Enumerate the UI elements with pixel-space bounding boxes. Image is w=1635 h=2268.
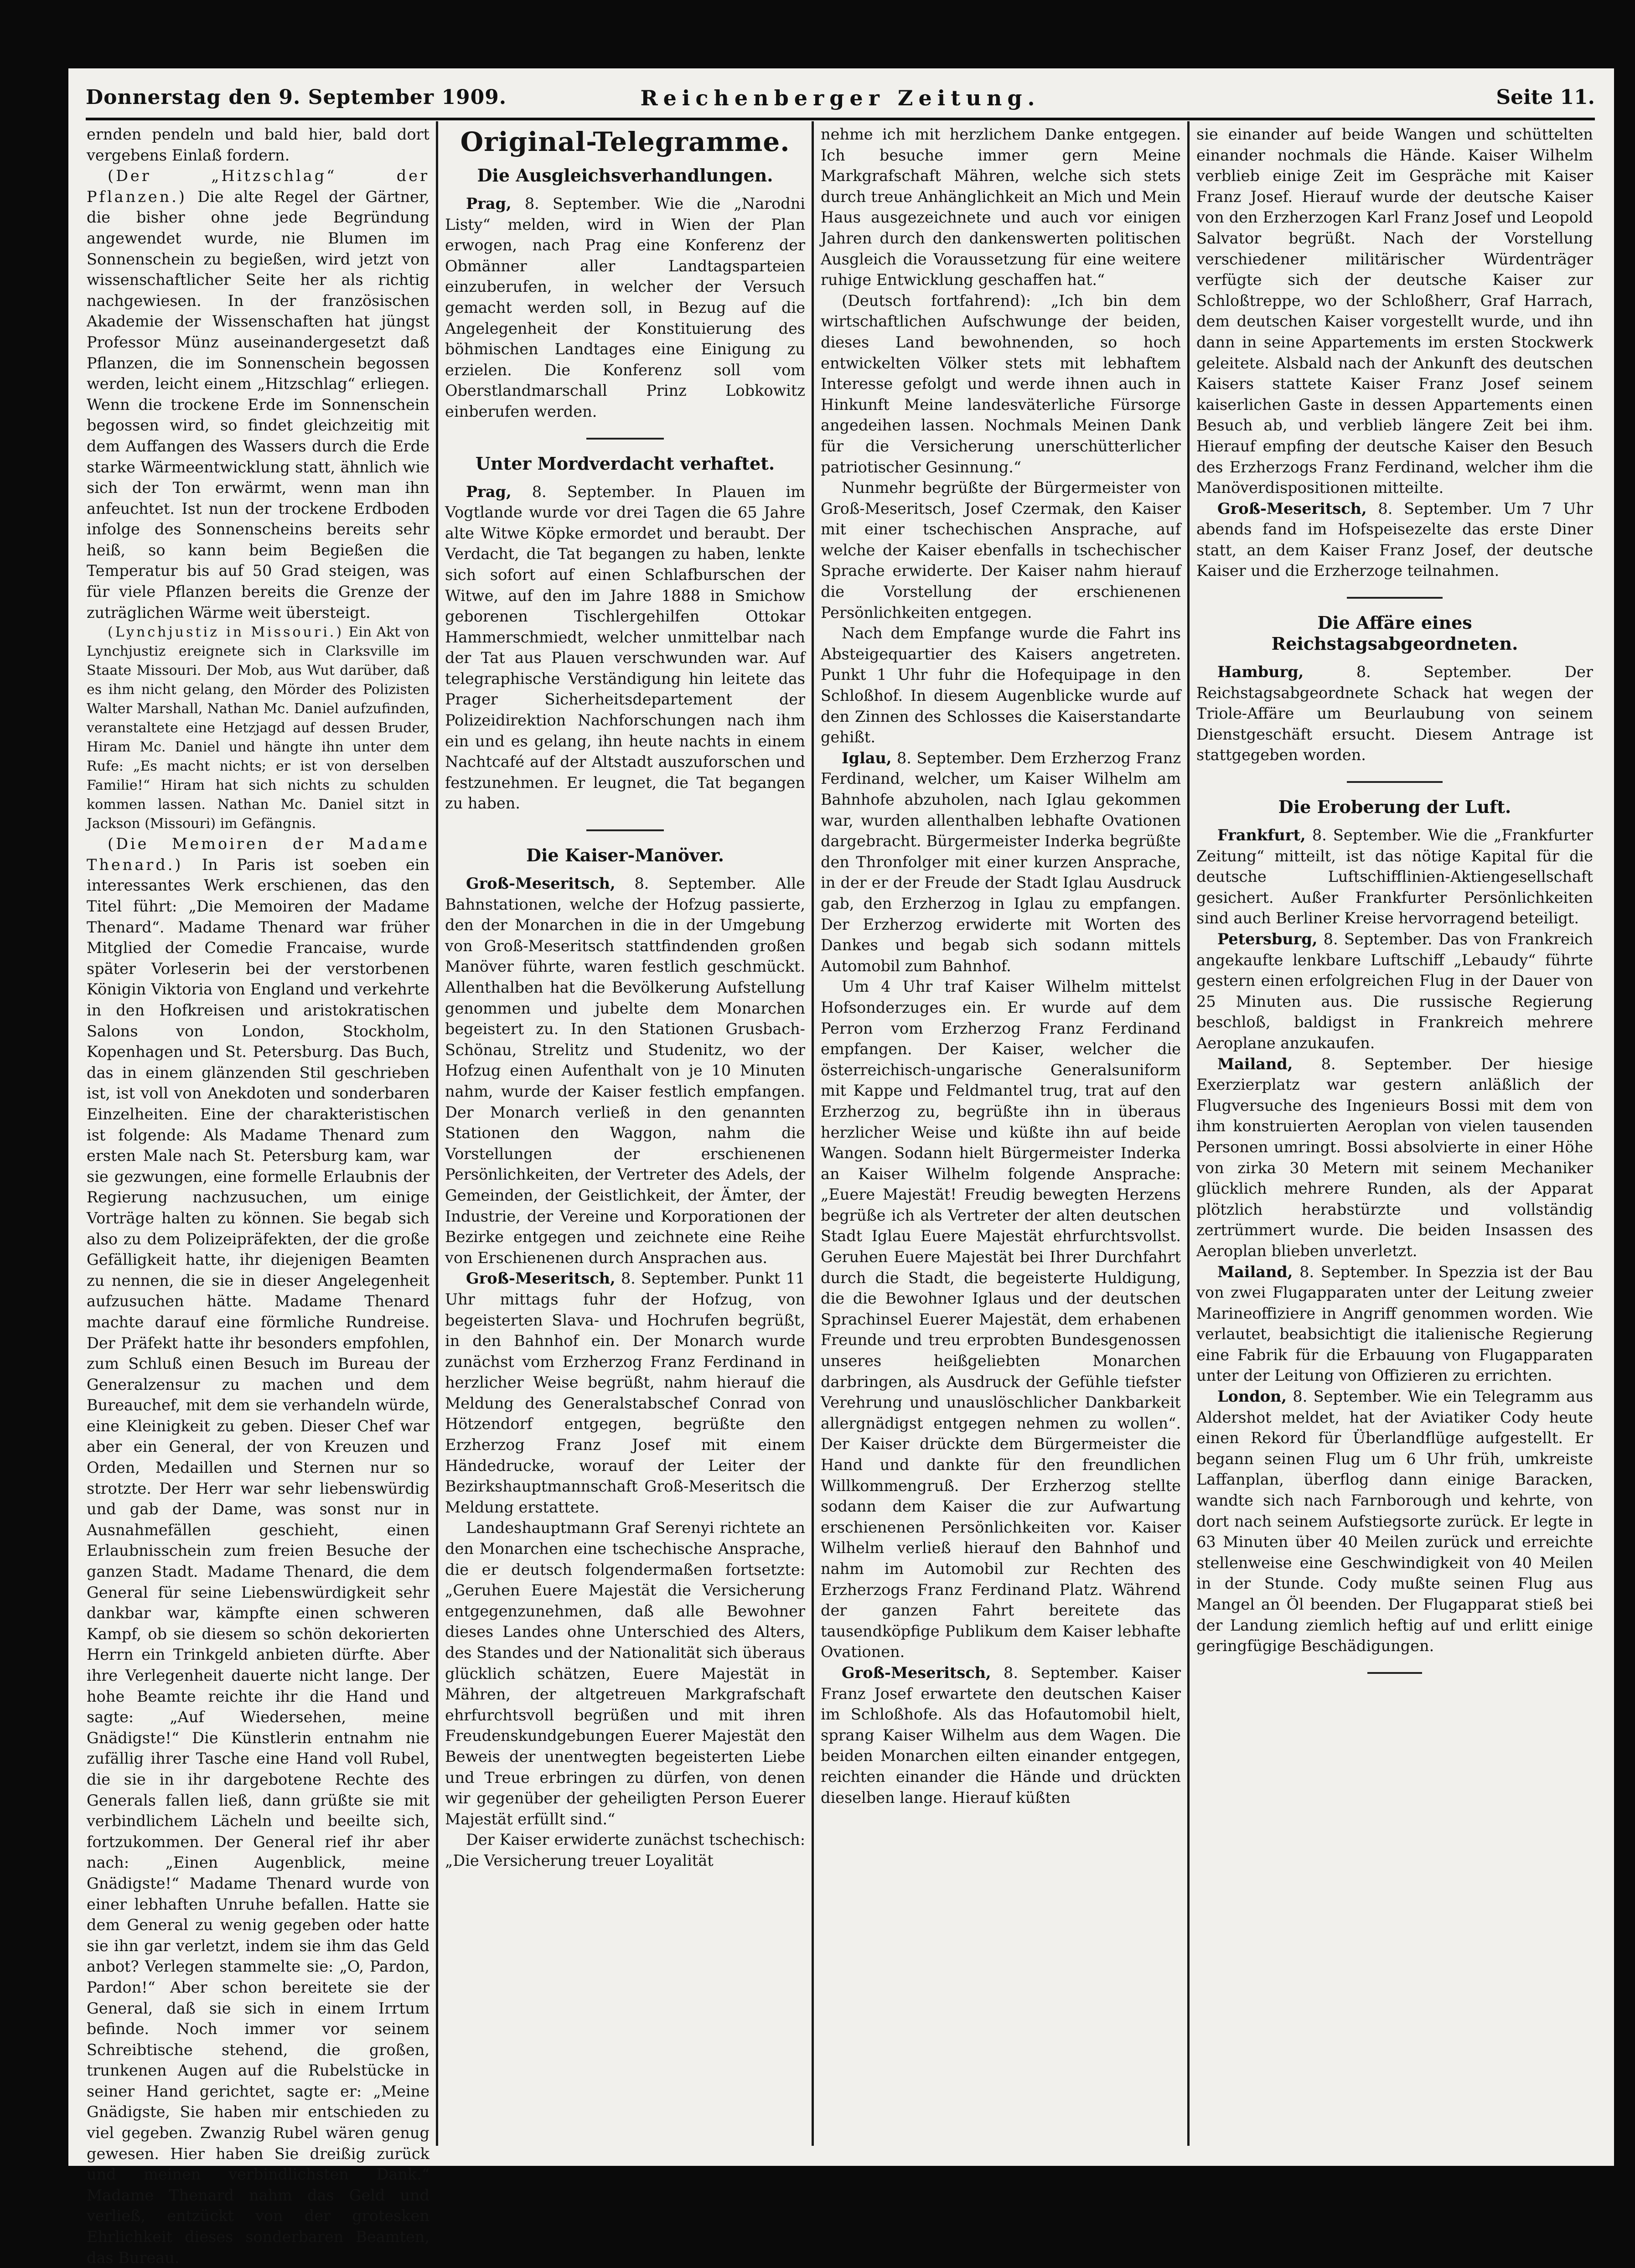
- newspaper-title: Reichenberger Zeitung.: [640, 86, 1040, 110]
- header-rule: [86, 118, 1595, 120]
- article-manoever-1: [445, 873, 805, 1268]
- article-manoever-buergermeister: Nunmehr begrüßte der Bürgermeister von Groß-Meseritsch, Josef Czermak, den Kaiser mit einer tschechischen Ansprache, auf welche der Kaiser ebenfalls in tschechischer Sprache erwiderte. Der Kaiser nahm hierauf die Vorstellung der erschienenen Persönlichkeiten entgegen.: [821, 479, 1181, 621]
- article-manoever-3: Landeshauptmann Graf Serenyi richtete an den Monarchen eine tschechische Ansprache, die er deutsch folgendermaßen fortsetzte: „Geruhen Euere Majestät die Versicherung entgegenzunehmen, daß alle Bewohner dieses Landes ohne Unterschied des Alters, des Standes und der Nationalität sich überaus glücklich schätzen, Euere Majestät in Mähren, der altgetreuen Markgrafschaft ehrfurchtsvoll begrüßen und mit ihren Freudenskundgebungen Euerer Majestät den Beweis der unentwegten begeisterten Liebe und Treue erbringen zu dürfen, von denen wir gegenüber der geheiligten Person Euerer Majestät erfüllt sind.“: [445, 1519, 805, 1828]
- article-iglau-text: 8. September. Dem Erzherzog Franz Ferdinand, welcher, um Kaiser Wilhelm am Bahnhofe abzuholen, nach Iglau gekommen war, wurden allenthalben lebhafte Ovationen dargebracht. Bürgermeister Inderka begrüßte den Thronfolger mit einer kurzen Ansprache, in der er der Freude der Stadt Iglau Ausdruck gab, den Erzherzog in Iglau zu empfangen. Der Erzherzog erwiderte mit Worten des Dankes und begab sich sodann mittels Automobil zum Bahnhof.: [821, 749, 1181, 975]
- dateline: Iglau,: [842, 749, 892, 767]
- article-manoever-diner: [1196, 498, 1593, 581]
- article-manoever-continued: nehme ich mit herzlichem Danke entgegen. Ich besuche immer gern Meine Markgrafschaft Mähren, welche sich stets durch treue Anhänglichkeit an Mich und Mein Haus ausgezeichnete und auch vor einigen Jahren durch den dankenswerten politischen Ausgleich die Voraussetzung für eine weitere ruhige Entwicklung geschaffen hat.“: [821, 125, 1181, 289]
- dateline: Prag,: [466, 482, 512, 501]
- article-mailand-2-text: 8. September. In Spezzia ist der Bau von zwei Flugapparaten unter der Leitung zweier Marineoffiziere in Angriff genommen worden. Wie verlautet, beabsichtigt die italienische Regierung eine Fabrik für die Erbauung von Flugapparaten unter der Leitung von Offizieren zu errichten.: [1196, 1263, 1593, 1385]
- headline-ausgleichsverhandlungen: Die Ausgleichsverhandlungen.: [477, 165, 773, 186]
- column-rule-1: [436, 121, 438, 2146]
- dateline: Hamburg,: [1217, 663, 1304, 681]
- article-frankfurt-text: 8. September. Wie die „Frankfurter Zeitung“ mitteilt, ist das nötige Kapital für die deutsche Luftschifflinien-Aktiengesellschaft gesichert. Außer Frankfurter Persönlichkeiten sind auch Berliner Kreise hervorragend beteiligt.: [1196, 826, 1593, 927]
- article-manoever-2: [445, 1268, 805, 1517]
- article-manoever-2-text: 8. September. Punkt 11 Uhr mittags fuhr der Hofzug, von begeisterten Slava- und Hochrufen begrüßt, in den Bahnhof ein. Der Monarch wurde zunächst vom Erzherzog Franz Ferdinand in herzlicher Weise begrüßt, nahm hierauf die Meldung des Generalstabschef Conrad von Hötzendorf entgegen, begrüßte den Erzherzog Franz Josef mit einem Händedrucke, worauf der Leiter der Bezirkshauptmannschaft Groß-Meseritsch die Meldung erstattete.: [445, 1269, 805, 1516]
- article-manoever-deutsch: (Deutsch fortfahrend): „Ich bin dem wirtschaftlichen Aufschwunge der beiden, dieses Land bewohnenden, so hoch entwickelten Völker stets mit lebhaftem Interesse gefolgt und werde ihnen auch in Hinkunft Meine landesväterliche Fürsorge angedeihen lassen. Nochmals Meinen Dank für die Versicherung unerschütterlicher patriotischer Gesinnung.“: [821, 291, 1181, 476]
- dateline: London,: [1217, 1388, 1287, 1406]
- article-memoiren: [87, 834, 429, 2268]
- article-manoever-schlosshof-text: 8. September. Kaiser Franz Josef erwartete den deutschen Kaiser im Schloßhofe. Als das Hofautomobil hielt, sprang Kaiser Wilhelm aus dem Wagen. Die beiden Monarchen eilten einander entgegen, reichten einander die Hände und drückten dieselben lange. Hierauf küßten: [821, 1663, 1181, 1807]
- dateline: Mailand,: [1217, 1055, 1293, 1073]
- article-ausgleich-text: 8. September. Wie die „Narodni Listy“ melden, wird in Wien der Plan erwogen, nach Prag eine Konferenz der Obmänner aller Landtagsparteien einzuberufen, in welcher der Versuch gemacht werden soll, in Bezug auf die Angelegenheit der Konstituierung des böhmischen Landtages eine Einigung zu erzielen. Die Konferenz soll vom Oberstlandmarschall Prinz Lobkowitz einberufen werden.: [445, 195, 805, 420]
- page-number: Seite 11.: [1496, 86, 1595, 109]
- column-rule-3: [1187, 121, 1190, 2146]
- dateline: Petersburg,: [1217, 930, 1318, 948]
- article-affaere: [1196, 662, 1593, 766]
- dateline: Groß-Meseritsch,: [1217, 499, 1367, 518]
- article-manoever-4: Der Kaiser erwiderte zunächst tschechisch: „Die Versicherung treuer Loyalität: [445, 1831, 805, 1869]
- separator: [586, 829, 664, 831]
- article-petersburg: [1196, 929, 1593, 1054]
- separator: [1347, 781, 1443, 783]
- dateline: Frankfurt,: [1217, 826, 1306, 844]
- section-title: Original-Telegramme.: [460, 126, 790, 157]
- newspaper-page: [68, 68, 1614, 2267]
- header-date: Donnerstag den 9. September 1909.: [86, 86, 507, 109]
- dateline: Groß-Meseritsch,: [842, 1663, 991, 1682]
- article-london: [1196, 1386, 1593, 1657]
- column-4: [1196, 124, 1593, 2149]
- column-rule-2: [812, 121, 814, 2146]
- article-kaiser-wilhelm: Um 4 Uhr traf Kaiser Wilhelm mittelst Hofsonderzuges ein. Er wurde auf dem Perron vom Erzherzog Franz Ferdinand empfangen. Der Kaiser, welcher die österreichisch-ungarische Generalsuniform mit Kappe und Feldmantel trug, trat auf den Erzherzog zu, begrüßte ihn in überaus herzlicher Weise und küßte ihn auf beide Wangen. Sodann hielt Bürgermeister Inderka an Kaiser Wilhelm folgende Ansprache: „Euere Majestät! Freudig bewegten Herzens begrüße ich als Vertreter der alten deutschen Stadt Iglau Euere Majestät ehrfurchtsvollst. Geruhen Euere Majestät bei Ihrer Durchfahrt durch die Stadt, die begeisterte Huldigung, die die Bewohner Iglaus und der deutschen Sprachinsel Euerer Majestät, dem erhabenen Freunde und treu erprobten Bundesgenossen unseres heißgeliebten Monarchen darbringen, als Ausdruck der Gefühle tiefster Verehrung und unauslöschlicher Dankbarkeit allergnädigst entgegen nehmen zu wollen“. Der Kaiser drückte dem Bürgermeister die Hand und dankte für den freundlichen Willkommengruß. Der Erzherzog stellte sodann dem Kaiser die zur Aufwartung erschienenen Persönlichkeiten vor. Kaiser Wilhelm verließ hierauf den Bahnhof und nahm im Automobil zur Rechten des Erzherzogs Franz Ferdinand Platz. Während der ganzen Fahrt bereitete das tausendköpfige Publikum dem Kaiser lebhafte Ovationen.: [821, 978, 1181, 1661]
- article-affaere-text: 8. September. Der Reichstagsabgeordnete Schack hat wegen der Triole-Affäre um Beurlaubung von seinem Dienstgeschäft ersucht. Diesem Antrage ist stattgegeben worden.: [1196, 663, 1593, 764]
- column-3: [821, 124, 1181, 2149]
- headline-affaere: Die Affäre eines Reichstagsabgeordneten.: [1271, 612, 1518, 654]
- article-manoever-schlosshof: [821, 1662, 1181, 1808]
- article-pflanzen: [87, 166, 429, 623]
- article-mailand-1: [1196, 1054, 1593, 1262]
- article-memoiren-text: In Paris ist soeben ein interessantes Werk erschienen, das den Titel führt: „Die Memoiren der Madame Thenard“. Madame Thenard war früher Mitglied der Comedie Francaise, wurde später Vorleserin bei der verstorbenen Königin Viktoria von England und verkehrte in den Hofkreisen und aristokratischen Salons von London, Stockholm, Kopenhagen und St. Petersburg. Das Buch, das in einem glänzenden Stil geschrieben ist, ist voll von Anekdoten und sonderbaren Einzelheiten. Eine der charakteristischen ist folgende: Als Madame Thenard zum ersten Male nach St. Petersburg kam, war sie gezwungen, eine formelle Erlaubnis der Regierung nachzusuchen, um einige Vorträge halten zu können. Sie begab sich also zu dem Polizeipräfekten, der die große Gefälligkeit hatte, ihr diejenigen Beamten zu nennen, die sie in dieser Angelegenheit aufzusuchen hätte. Madame Thenard machte darauf eine förmliche Rundreise. Der Präfekt hatte ihr besonders empfohlen, zum Schluß einen Besuch im Bureau der Generalzensur zu machen und dem Bureauchef, mit dem sie verhandeln würde, eine Kleinigkeit zu geben. Dieser Chef war aber ein General, der von Kreuzen und Orden, Medaillen und Sternen nur so strotzte. Der Herr war sehr liebenswürdig und gab der Dame, was sonst nur in Ausnahmefällen geschieht, einen Erlaubnisschein zum freien Besuche der ganzen Stadt. Madame Thenard, die dem General für seine Liebenswürdigkeit sehr dankbar war, kämpfte einen schweren Kampf, ob sie diesem so schön dekorierten Herrn ein Trinkgeld anbieten dürfte. Aber ihre Verlegenheit dauerte nicht lange. Der hohe Beamte reichte ihr die Hand und sagte: „Auf Wiedersehen, meine Gnädigste!“ Die Künstlerin entnahm nie zufällig ihrer Tasche eine Hand voll Rubel, die sie in ihr dargebotene Rechte des Generals fallen ließ, dann grüßte sie mit verbindlichem Lächeln und beeilte sich, fortzukommen. Der General rief ihr aber nach: „Einen Augenblick, meine Gnädigste!“ Madame Thenard wurde von einer lebhaften Unruhe befallen. Hatte sie dem General zu wenig gegeben oder hatte sie ihn gar verletzt, indem sie ihm das Geld anbot? Verlegen stammelte sie: „O, Pardon, Pardon!“ Aber schon bereitete sie der General, daß sie sich in einem Irrtum befinde. Noch immer vor seinem Schreibtische stehend, die großen, trunkenen Augen auf die Rubelstücke in seiner Hand gerichtet, sagte er: „Meine Gnädigste, Sie haben mir entschieden zu viel gegeben. Zwanzig Rubel wären genug gewesen. Hier haben Sie dreißig zurück und meinen verbindlichsten Dank.“ Madame Thenard nahm das Geld und verließ, entzückt von der grotesken Ehrlichkeit dieses sonderbaren Beamten, das Bureau.: [87, 855, 429, 2267]
- article-manoever-1-text: 8. September. Alle Bahnstationen, welche der Hofzug passierte, den der Monarchen in die in der Umgebung von Groß-Meseritsch stattfindenden großen Manöver führte, waren festlich geschmückt. Allenthalben hat die Bevölkerung Aufstellung genommen und jubelte dem Monarchen begeistert zu. In den Stationen Grusbach-Schönau, Strelitz und Studenitz, wo der Hofzug einen Aufenthalt von je 10 Minuten nahm, wurde der Kaiser festlich empfangen. Der Monarch verließ in den genannten Stationen den Waggon, nahm die Vorstellungen der erschienenen Persönlichkeiten, der Vertreter des Adels, der Gemeinden, der Geistlichkeit, der Ämter, der Industrie, der Vereine und Korporationen der Bezirke entgegen und zeichnete eine Reihe von Erschienenen durch Ansprachen aus.: [445, 875, 805, 1267]
- article-manoever-end: sie einander auf beide Wangen und schüttelten einander nochmals die Hände. Kaiser Wilhelm verblieb einige Zeit im Gespräche mit Kaiser Franz Josef. Hierauf wurde der deutsche Kaiser von den Erzherzogen Karl Franz Josef und Leopold Salvator begrüßt. Nach der Vorstellung verschiedener militärischer Würdenträger verfügte sich der deutsche Kaiser zur Schloßtreppe, wo der Schloßherr, Graf Harrach, dem deutschen Kaiser vorgestellt wurde, und ihn dann in seine Appartements im ersten Stockwerk geleitete. Alsbald nach der Ankunft des deutschen Kaisers stattete Kaiser Franz Josef seinem kaiserlichen Gaste in dessen Appartements einen Besuch ab, und verblieb längere Zeit bei ihm. Hierauf empfing der deutsche Kaiser den Besuch des Erzherzogs Franz Ferdinand, welcher ihm die Manöverdispositionen mitteilte.: [1196, 125, 1593, 497]
- article-manoever-diner-text: 8. September. Um 7 Uhr abends fand im Hofspeisezelte das erste Diner statt, an dem Kaiser Franz Josef, der deutsche Kaiser und die Erzherzoge teilnahmen.: [1196, 499, 1593, 580]
- article-continuation: ernden pendeln und bald hier, bald dort vergebens Einlaß fordern.: [87, 125, 429, 164]
- article-petersburg-text: 8. September. Das von Frankreich angekaufte lenkbare Luftschiff „Lebaudy“ führte gestern einen erfolgreichen Flug in der Dauer von 25 Minuten aus. Die russische Regierung beschloß, baldigst in Frankreich mehrere Aeroplane anzukaufen.: [1196, 930, 1593, 1052]
- article-mailand-2: [1196, 1262, 1593, 1387]
- article-iglau: [821, 748, 1181, 977]
- article-manoever-empfang: Nach dem Empfange wurde die Fahrt ins Absteigequartier des Kaisers angetreten. Punkt 1 Uhr fuhr die Hofequipage in den Schloßhof. In diesem Augenblicke wurde auf den Zinnen des Schlosses die Kaiserstandarte gehißt.: [821, 624, 1181, 746]
- article-lynchjustiz-headline: (Lynchjustiz in Missouri.): [108, 624, 344, 641]
- separator: [1367, 1672, 1422, 1674]
- article-mordverdacht: [445, 482, 805, 814]
- headline-eroberung-der-luft: Die Eroberung der Luft.: [1278, 797, 1511, 818]
- column-2: [445, 124, 805, 2149]
- dateline: Groß-Meseritsch,: [466, 875, 616, 893]
- article-memoiren-headline: (Die Memoiren der Madame Thenard.): [87, 835, 429, 874]
- page-header: [86, 86, 1595, 113]
- article-pflanzen-text: Die alte Regel der Gärtner, die bisher ohne jede Begründung angewendet wurde, nie Blumen im Sonnenschein zu begießen, wird jetzt von wissenschaftlicher Seite her als richtig nachgewiesen. In der französischen Akademie der Wissenschaften hat jüngst Professor Münz auseinandergesetzt daß Pflanzen, die im Sonnenschein begossen werden, leicht einem „Hitzschlag“ erliegen. Wenn die trockene Erde im Sonnenschein begossen wird, so findet gleichzeitig mit dem Auffangen des Wassers durch die Erde starke Wärmeentwicklung statt, ähnlich wie sich der Ton erwärmt, wenn man ihn anfeuchtet. Ist nun der trockene Erdboden infolge des Sonnenscheins bereits sehr heiß, so kann beim Begießen die Temperatur bis auf 50 Grad steigen, was für viele Pflanzen bereits die Grenze der zuträglichen Wärme weit übersteigt.: [87, 187, 429, 621]
- article-lynchjustiz-text: Ein Akt von Lynchjustiz ereignete sich in Clarksville im Staate Missouri. Der Mob, aus Wut darüber, daß es ihm nicht gelang, den Mörder des Polizisten Walter Marshall, Nathan Mc. Daniel aufzufinden, veranstaltete eine Hetzjagd auf dessen Bruder, Hiram Mc. Daniel und hängte ihn unter dem Rufe: „Es macht nichts; er ist von derselben Familie!“ Hiram hat sich nichts zu schulden kommen lassen. Nathan Mc. Daniel sitzt in Jackson (Missouri) im Gefängnis.: [87, 624, 429, 832]
- dateline: Prag,: [466, 195, 512, 212]
- article-mailand-1-text: 8. September. Der hiesige Exerzierplatz war gestern anläßlich der Flugversuche des Ingenieurs Bossi mit dem von ihm konstruierten Aeroplan von vielen tausenden Personen umringt. Bossi absolvierte in einer Höhe von zirka 30 Metern mit seinem Mechaniker glücklich mehrere Runden, als der Apparat plötzlich herabstürzte und vollständig zertrümmert wurde. Die beiden Insassen des Aeroplan blieben unverletzt.: [1196, 1055, 1593, 1260]
- article-mordverdacht-text: 8. September. In Plauen im Vogtlande wurde vor drei Tagen die 65 Jahre alte Witwe Köpke ermordet und beraubt. Der Verdacht, die Tat begangen zu haben, lenkte sich sofort auf einen Schlafburschen der Witwe, auf den im Jahre 1888 in Smichow geborenen Tischlergehilfen Ottokar Hammerschmiedt, welcher unmittelbar nach der Tat aus Plauen verschwunden war. Auf telegraphische Verständigung hin leitete das Prager Sicherheitsdepartement der Polizeidirektion Nachforschungen nach ihm ein und es gelang, ihn heute nachts in einem Nachtcafé auf der Altstadt auszuforschen und festzunehmen. Er leugnet, die Tat begangen zu haben.: [445, 482, 805, 813]
- headline-kaiser-manoever: Die Kaiser-Manöver.: [526, 845, 724, 866]
- dateline: Mailand,: [1217, 1263, 1293, 1281]
- article-ausgleich: [445, 193, 805, 422]
- dateline: Groß-Meseritsch,: [466, 1269, 616, 1288]
- article-pflanzen-headline: (Der „Hitzschlag“ der Pflanzen.): [87, 167, 429, 206]
- separator: [1347, 597, 1443, 599]
- article-frankfurt: [1196, 825, 1593, 929]
- article-london-text: 8. September. Wie ein Telegramm aus Aldershot meldet, hat der Aviatiker Cody heute einen Rekord für Überlandflüge aufgestellt. Er begann seinen Flug um 6 Uhr früh, umkreiste Laffanplan, überflog dann einige Baracken, wandte sich nach Farnborough und kehrte, von dort nach seinem Aufstiegsorte zurück. Er legte in 63 Minuten über 40 Meilen zurück und erreichte stellenweise eine Geschwindigkeit von 40 Meilen in der Stunde. Cody mußte seinen Flug aus Mangel an Öl beenden. Der Flugapparat stieß bei der Landung ziemlich heftig auf und erlitt einige geringfügige Beschädigungen.: [1196, 1388, 1593, 1655]
- separator: [586, 438, 664, 440]
- column-1: [87, 124, 429, 2267]
- article-lynchjustiz: [87, 623, 429, 834]
- headline-mordverdacht: Unter Mordverdacht verhaftet.: [475, 453, 775, 474]
